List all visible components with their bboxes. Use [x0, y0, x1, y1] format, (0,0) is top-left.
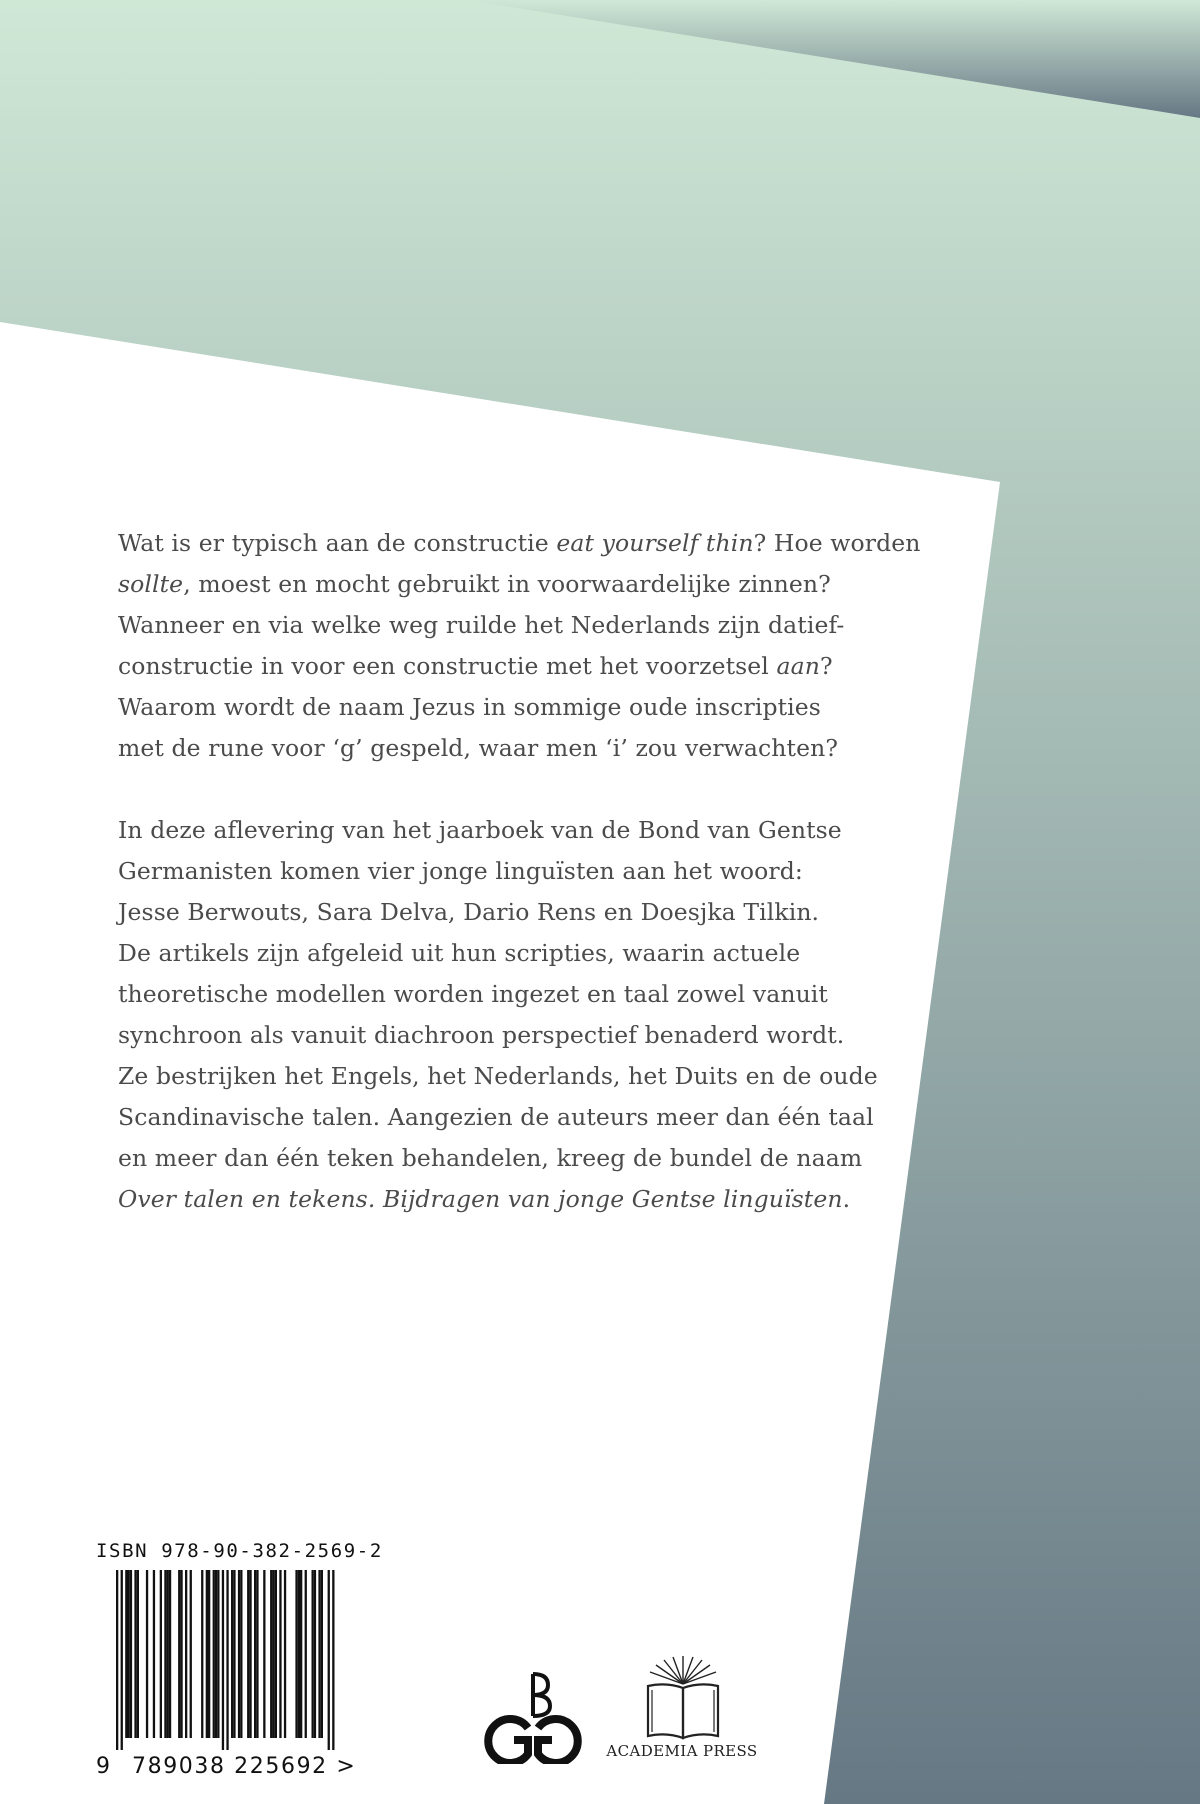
barcode-bar	[284, 1570, 286, 1738]
blurb-paragraph-1	[118, 523, 921, 769]
barcode-bar	[167, 1570, 169, 1738]
text-run: .	[842, 1185, 851, 1213]
publisher-name: ACADEMIA PRESS	[606, 1742, 758, 1760]
barcode-bar	[206, 1570, 208, 1738]
barcode-bar	[238, 1570, 240, 1738]
blurb-line	[118, 564, 838, 605]
blurb-line	[118, 933, 838, 974]
barcode-bar	[300, 1570, 302, 1738]
barcode-bar	[128, 1570, 130, 1738]
barcode-bar	[226, 1570, 228, 1750]
barcode-bar	[164, 1570, 166, 1738]
barcode-bar	[217, 1570, 219, 1738]
barcode-bar	[233, 1570, 235, 1738]
barcode-bar	[328, 1570, 330, 1750]
barcode-bar	[256, 1570, 258, 1738]
text-run: ?	[819, 652, 833, 680]
text-run: Waarom wordt de naam Jezus in sommige oude inscripties	[118, 693, 821, 721]
blurb-line	[118, 1015, 845, 1056]
text-run: ? Hoe worden	[753, 529, 921, 557]
text-run: constructie in voor een constructie met het voorzetsel	[118, 652, 777, 680]
barcode-bar	[305, 1570, 307, 1738]
blurb-line	[118, 605, 845, 646]
barcode-bar	[116, 1570, 118, 1750]
blurb-line	[118, 892, 838, 933]
open-book-icon	[638, 1652, 728, 1742]
text-run: Wat is er typisch aan de constructie	[118, 529, 557, 557]
text-run: Ze bestrijken het Engels, het Nederlands, het Duits en de oude	[118, 1062, 878, 1090]
barcode-bar	[146, 1570, 148, 1738]
barcode-bar	[215, 1570, 217, 1738]
isbn-label: ISBN 978-90-382-2569-2	[96, 1540, 383, 1562]
barcode-bar	[208, 1570, 210, 1738]
barcode-bar	[231, 1570, 233, 1738]
barcode-bar	[332, 1570, 334, 1750]
barcode-bar	[178, 1570, 180, 1738]
blurb-line	[118, 851, 838, 892]
barcode-first-digit: 9	[96, 1754, 110, 1779]
back-cover-blurb	[118, 523, 921, 1220]
barcode-bar	[298, 1570, 300, 1738]
blurb-line	[118, 523, 921, 564]
blurb-line	[118, 728, 838, 769]
barcode-bar	[153, 1570, 155, 1738]
blurb-paragraph-2	[118, 810, 878, 1220]
text-run: met de rune voor ‘g’ gespeld, waar men ‘i’ zou verwachten?	[118, 734, 839, 762]
barcode-bar	[272, 1570, 274, 1738]
text-run: Wanneer en via welke weg ruilde het Nederlands zijn datief-	[118, 611, 845, 639]
text-run: theoretische modellen worden ingezet en taal zowel vanuit	[118, 980, 828, 1008]
barcode-bar	[160, 1570, 162, 1738]
blurb-line	[118, 1056, 878, 1097]
barcode-bar	[130, 1570, 132, 1738]
barcode-bar	[314, 1570, 316, 1738]
barcode-bar	[190, 1570, 192, 1738]
barcode-bar	[263, 1570, 265, 1738]
barcode-bar	[321, 1570, 323, 1738]
barcode-bar	[279, 1570, 281, 1738]
blurb-line	[118, 1138, 863, 1179]
barcode-bar	[180, 1570, 182, 1738]
barcode-digits: 789038 225692 >	[132, 1754, 357, 1779]
text-run: en meer dan één teken behandelen, kreeg de bundel de naam	[118, 1144, 863, 1172]
barcode-bar	[295, 1570, 297, 1738]
text-run: De artikels zijn afgeleid uit hun scripties, waarin actuele	[118, 939, 801, 967]
barcode-bar	[270, 1570, 272, 1738]
blurb-line	[118, 1179, 851, 1220]
italic-text: eat yourself thin	[556, 529, 754, 557]
isbn-barcode	[116, 1570, 366, 1750]
blurb-line	[118, 646, 838, 687]
barcode-bar	[134, 1570, 136, 1738]
text-run: Scandinavische talen. Aangezien de auteurs meer dan één taal	[118, 1103, 874, 1131]
italic-text: sollte	[118, 570, 184, 598]
barcode-bar	[125, 1570, 127, 1738]
barcode-bar	[240, 1570, 242, 1738]
text-run: synchroon als vanuit diachroon perspectief benaderd wordt.	[118, 1021, 845, 1049]
text-run: Germanisten komen vier jonge linguïsten aan het woord:	[118, 857, 803, 885]
text-run: Jesse Berwouts, Sara Delva, Dario Rens en Doesjka Tilkin.	[118, 898, 820, 926]
barcode-bar	[169, 1570, 171, 1738]
barcode-bar	[121, 1570, 123, 1750]
barcode-bar	[318, 1570, 320, 1738]
blurb-line	[118, 810, 842, 851]
blurb-line	[118, 687, 838, 728]
barcode-bar	[275, 1570, 277, 1738]
barcode-bar	[249, 1570, 251, 1738]
italic-text: aan	[776, 652, 820, 680]
text-run: , moest en mocht gebruikt in voorwaardelijke zinnen?	[183, 570, 831, 598]
bgg-monogram-icon	[474, 1670, 592, 1764]
italic-text: Over talen en tekens. Bijdragen van jonge Gentse linguïsten	[118, 1185, 843, 1213]
blurb-line	[118, 1097, 874, 1138]
text-run: In deze aflevering van het jaarboek van de Bond van Gentse	[118, 816, 842, 844]
barcode-bar	[201, 1570, 203, 1738]
barcode-bar	[185, 1570, 187, 1738]
barcode-bar	[254, 1570, 256, 1738]
barcode-bar	[247, 1570, 249, 1738]
barcode-bar	[137, 1570, 139, 1738]
blurb-line	[118, 974, 838, 1015]
barcode-bar	[222, 1570, 224, 1750]
barcode-bar	[213, 1570, 215, 1738]
barcode-bar	[312, 1570, 314, 1738]
